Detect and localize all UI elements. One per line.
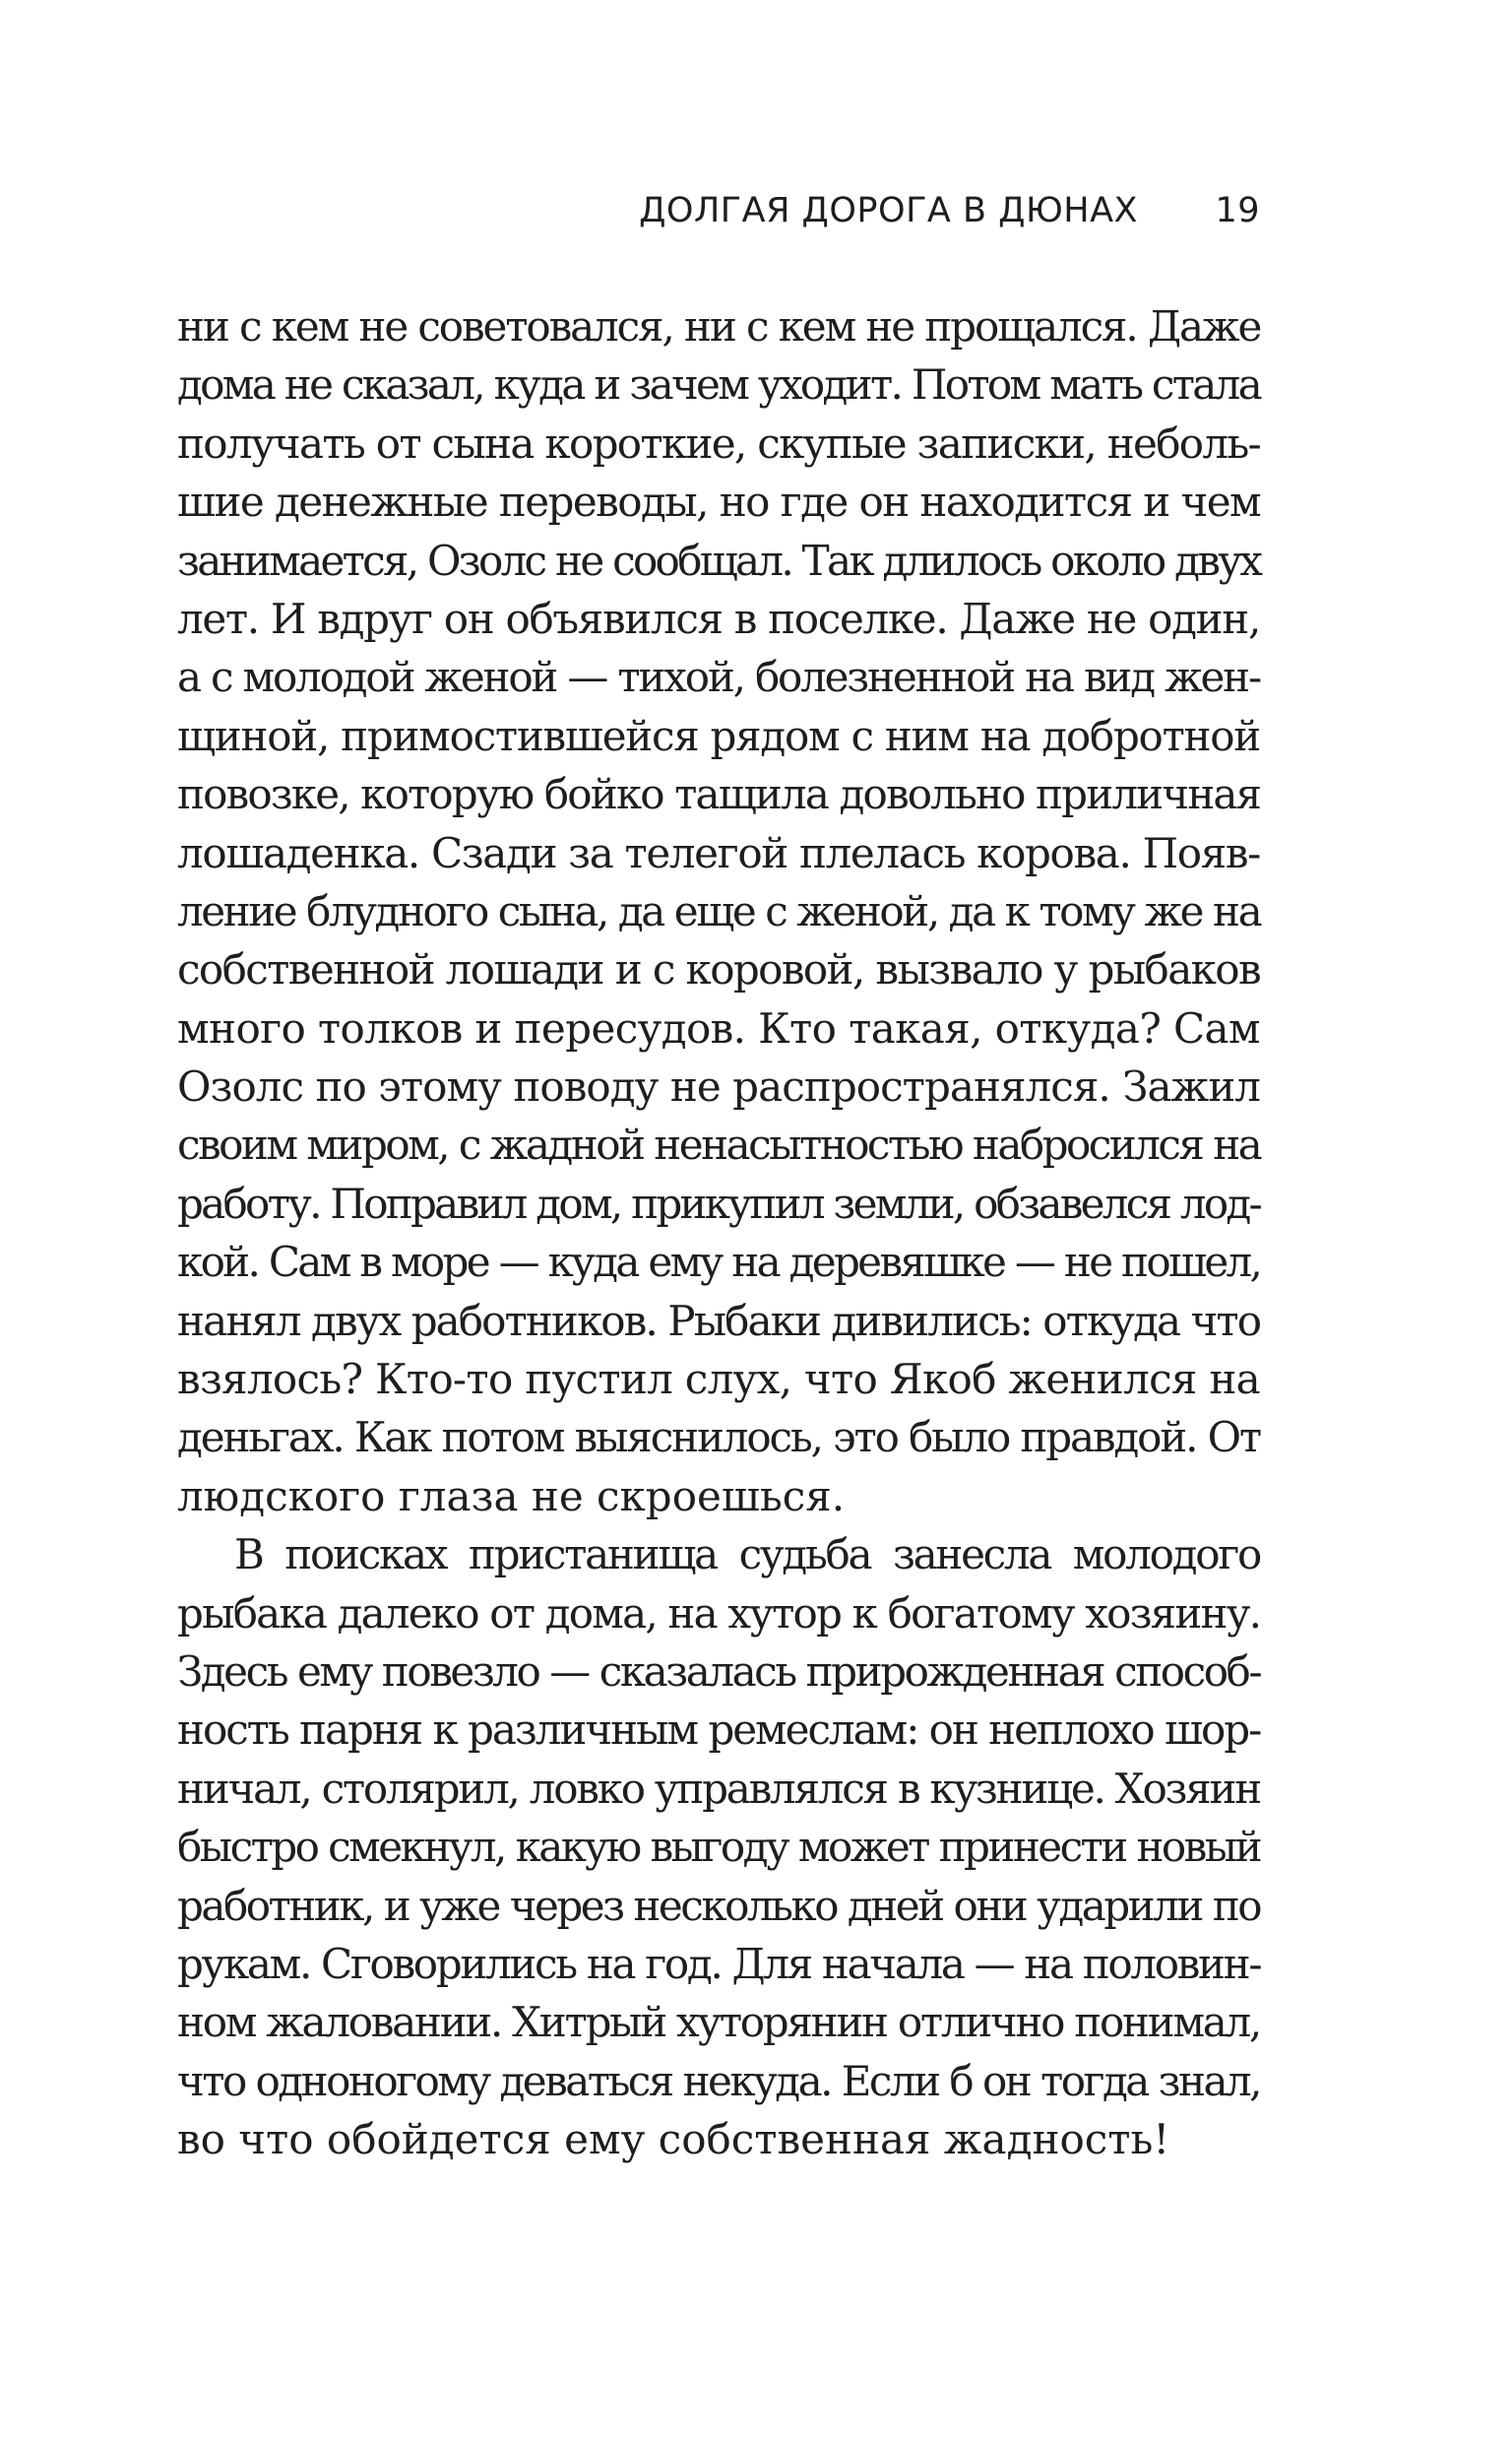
text-line: деньгах. Как потом выяснилось, это было правдой. От — [177, 1413, 1260, 1462]
paragraph-2 — [177, 1525, 1260, 2168]
text-line: ни с кем не советовался, ни с кем не прощался. Даже — [177, 302, 1261, 351]
text-line: работу. Поправил дом, прикупил земли, обзавелся лод- — [177, 1179, 1260, 1228]
text-line: ление блудного сына, да еще с женой, да к тому же на — [177, 886, 1261, 935]
text-line: Озолс по этому поводу не распространялся. Зажил — [177, 1062, 1260, 1112]
text-line: людского глаза не скроешься. — [177, 1471, 846, 1520]
text-line: повозке, которую бойко тащила довольно приличная — [177, 770, 1261, 819]
text-line: лет. И вдруг он объявился в поселке. Даже не один, — [177, 594, 1260, 643]
paragraph-1 — [177, 297, 1260, 1525]
running-title: ДОЛГАЯ ДОРОГА В ДЮНАХ — [639, 191, 1138, 230]
text-line: В поисках пристанища судьба занесла молодого — [234, 1530, 1260, 1579]
body-text — [177, 297, 1260, 2169]
text-line: много толков и пересудов. Кто такая, откуда? Сам — [177, 1003, 1260, 1053]
text-line: что одноногому деваться некуда. Если б он тогда знал, — [177, 2056, 1260, 2105]
page-number: 19 — [1215, 191, 1260, 230]
text-line: быстро смекнул, какую выгоду может принести новый — [177, 1823, 1261, 1872]
text-line: ничал, столярил, ловко управлялся в кузнице. Хозяин — [177, 1764, 1260, 1813]
text-line: рыбака далеко от дома, на хутор к богатому хозяину. — [177, 1588, 1261, 1638]
text-line: взялось? Кто-то пустил слух, что Якоб женился на — [177, 1355, 1260, 1404]
text-line: ность парня к различным ремеслам: он неплохо шор- — [177, 1705, 1261, 1755]
text-line: нанял двух работников. Рыбаки дивились: откуда что — [177, 1296, 1261, 1345]
text-line: рукам. Сговорились на год. Для начала — на половин- — [177, 1939, 1261, 1988]
text-line: собственной лошади и с коровой, вызвало у рыбаков — [177, 945, 1260, 995]
text-line: шие денежные переводы, но где он находится и чем — [177, 478, 1261, 527]
text-line: кой. Сам в море — куда ему на деревяшке — не пошел, — [177, 1238, 1261, 1287]
text-line: получать от сына короткие, скупые записки, неболь- — [177, 418, 1261, 468]
text-line: работник, и уже через несколько дней они ударили по — [177, 1881, 1261, 1930]
text-line: лошаденка. Сзади за телегой плелась корова. Появ- — [177, 828, 1260, 877]
text-line: щиной, примостившейся рядом с ним на добротной — [177, 711, 1261, 760]
text-line: своим миром, с жадной ненасытностью набросился на — [177, 1121, 1261, 1170]
text-line: во что обойдется ему собственная жадность! — [177, 2115, 1170, 2164]
text-line: Здесь ему повезло — сказалась прирожденная способ- — [177, 1646, 1261, 1696]
text-line: ном жаловании. Хитрый хуторянин отлично понимал, — [177, 1998, 1260, 2047]
text-line: дома не сказал, куда и зачем уходит. Потом мать стала — [177, 360, 1260, 410]
running-head — [0, 185, 1260, 236]
text-line: занимается, Озолс не сообщал. Так длилось около двух — [177, 536, 1261, 585]
text-line: а с молодой женой — тихой, болезненной на вид жен- — [177, 653, 1260, 702]
